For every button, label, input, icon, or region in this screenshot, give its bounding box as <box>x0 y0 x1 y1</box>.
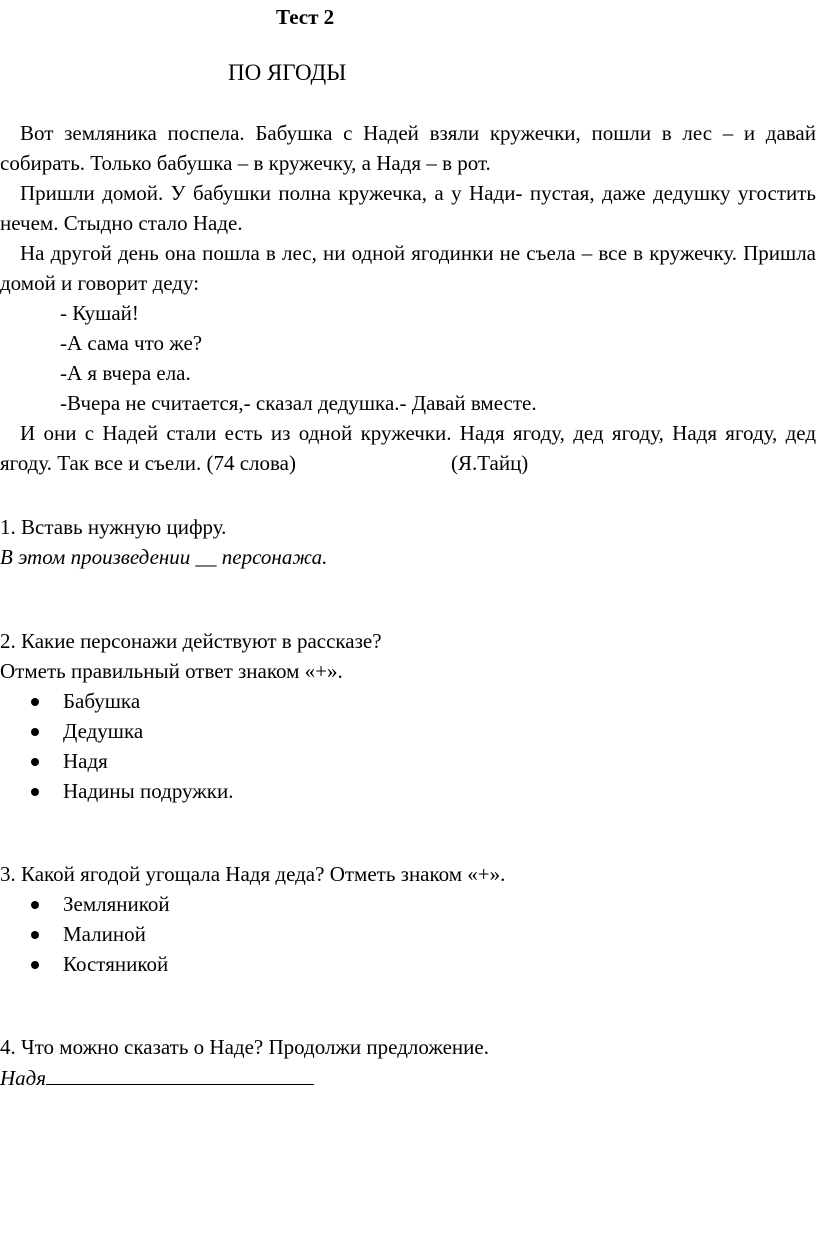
question-4-answer-row <box>0 1062 816 1093</box>
option-item[interactable] <box>0 919 816 949</box>
test-label: Тест 2 <box>276 5 335 29</box>
bullet-icon <box>31 901 39 909</box>
dialog-line-1: - Кушай! <box>60 301 139 325</box>
option-item[interactable] <box>0 686 816 716</box>
story-paragraph-4 <box>0 418 816 478</box>
story-paragraph-4-text: И они с Надей стали есть из одной кружечки. Надя ягоду, дед ягоду, Надя ягоду, дед ягоду. Так все и съели. (74 слова) <box>0 421 816 475</box>
dialog-line-4: -Вчера не считается,- сказал дедушка.- Давай вместе. <box>60 391 537 415</box>
story-paragraph-2: Пришли домой. У бабушки полна кружечка, а у Нади- пустая, даже дедушку угостить нечем. Стыдно стало Наде. <box>0 181 816 235</box>
question-2 <box>0 626 816 806</box>
question-3 <box>0 859 816 979</box>
question-1 <box>0 512 816 572</box>
question-1-text: 1. Вставь нужную цифру. <box>0 515 227 539</box>
option-label: Бабушка <box>63 689 141 713</box>
question-3-text: 3. Какой ягодой угощала Надя деда? Отметь знаком «+». <box>0 862 506 886</box>
question-4 <box>0 1032 816 1093</box>
bullet-icon <box>31 788 39 796</box>
bullet-icon <box>31 728 39 736</box>
question-2-instruction: Отметь правильный ответ знаком «+». <box>0 659 343 683</box>
dialog-line-3: -А я вчера ела. <box>60 361 191 385</box>
story-author: (Я.Тайц) <box>450 451 529 475</box>
bullet-icon <box>31 961 39 969</box>
story-text <box>0 118 816 478</box>
question-3-options <box>0 889 816 979</box>
question-2-options <box>0 686 816 806</box>
option-label: Костяникой <box>63 952 169 976</box>
option-label: Земляникой <box>63 892 170 916</box>
option-item[interactable] <box>0 776 816 806</box>
story-paragraph-1: Вот земляника поспела. Бабушка с Надей взяли кружечки, пошли в лес – и давай собирать. Только бабушка – в кружечку, а Надя – в рот. <box>0 121 816 175</box>
option-item[interactable] <box>0 889 816 919</box>
question-2-text: 2. Какие персонажи действуют в рассказе? <box>0 629 382 653</box>
option-label: Малиной <box>63 922 146 946</box>
bullet-icon <box>31 931 39 939</box>
bullet-icon <box>31 758 39 766</box>
story-title: ПО ЯГОДЫ <box>228 60 347 85</box>
dialog-line-2: -А сама что же? <box>60 331 203 355</box>
option-item[interactable] <box>0 716 816 746</box>
bullet-icon <box>31 698 39 706</box>
question-4-prompt: Надя <box>0 1066 47 1090</box>
option-label: Дедушка <box>63 719 144 743</box>
option-item[interactable] <box>0 949 816 979</box>
option-label: Надя <box>63 749 108 773</box>
question-1-prompt: В этом произведении __ персонажа. <box>0 545 328 569</box>
question-4-text: 4. Что можно сказать о Наде? Продолжи предложение. <box>0 1035 489 1059</box>
answer-blank-line[interactable] <box>46 1062 314 1085</box>
option-label: Надины подружки. <box>63 779 234 803</box>
story-paragraph-3: На другой день она пошла в лес, ни одной ягодинки не съела – все в кружечку. Пришла домой и говорит деду: <box>0 241 816 295</box>
option-item[interactable] <box>0 746 816 776</box>
